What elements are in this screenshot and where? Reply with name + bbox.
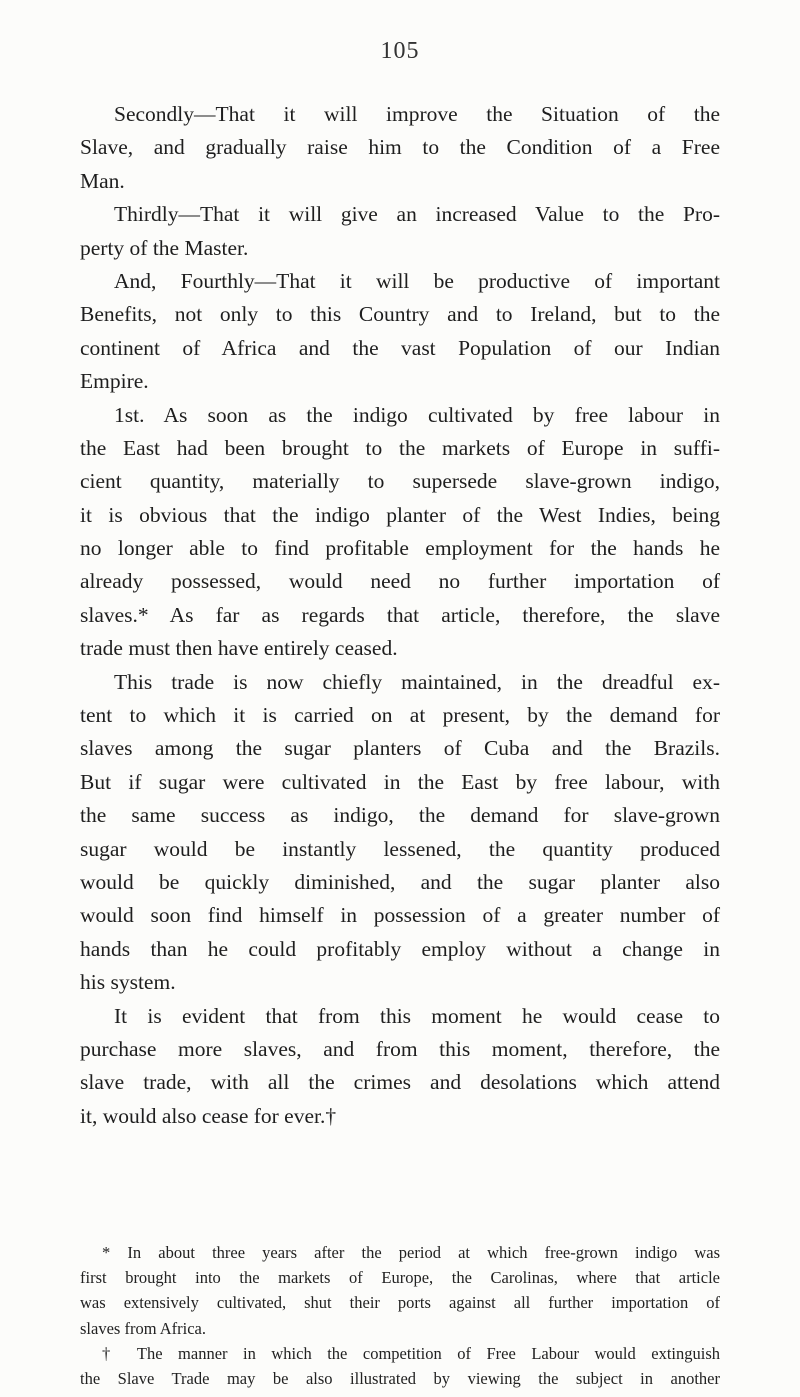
text-line: slaves among the sugar planters of Cuba and the Brazils. — [80, 736, 720, 761]
text-line: already possessed, would need no further importation of — [80, 569, 720, 594]
footnote-line: the Slave Trade may be also illustrated by viewing the subject in another — [80, 1368, 720, 1388]
page-number: 105 — [380, 38, 420, 64]
text-line: Slave, and gradually raise him to the Condition of a Free — [80, 135, 720, 160]
text-line: And, Fourthly—That it will be productive of important — [114, 268, 720, 293]
text-line: Man. — [80, 168, 125, 193]
text-line: slave trade, with all the crimes and desolations which attend — [80, 1070, 720, 1095]
text-line: hands than he could profitably employ without a change in — [80, 936, 720, 961]
text-line: it is obvious that the indigo planter of the West Indies, being — [80, 502, 720, 527]
text-line: This trade is now chiefly maintained, in the dreadful ex- — [114, 669, 720, 694]
text-line: cient quantity, materially to supersede slave-grown indigo, — [80, 469, 720, 494]
text-line: would be quickly diminished, and the sugar planter also — [80, 869, 720, 894]
body-text — [80, 98, 720, 1133]
footnote-line: * In about three years after the period at which free-grown indigo was — [102, 1243, 720, 1262]
text-line: perty of the Master. — [80, 235, 249, 260]
text-line: purchase more slaves, and from this moment, therefore, the — [80, 1036, 720, 1061]
text-line: no longer able to find profitable employment for the hands he — [80, 536, 720, 561]
text-line: his system. — [80, 970, 176, 995]
text-line: Thirdly—That it will give an increased Value to the Pro- — [114, 202, 720, 227]
text-line: Secondly—That it will improve the Situation of the — [114, 102, 720, 126]
text-line: 1st. As soon as the indigo cultivated by free labour in — [114, 402, 720, 427]
text-line: it, would also cease for ever.† — [80, 1103, 337, 1128]
footnote-line: slaves from Africa. — [80, 1318, 206, 1338]
text-line: tent to which it is carried on at present, by the demand for — [80, 703, 720, 728]
text-line: trade must then have entirely ceased. — [80, 636, 398, 661]
text-line: Empire. — [80, 369, 149, 394]
text-line: would soon find himself in possession of a greater number of — [80, 903, 720, 928]
text-line: the East had been brought to the markets of Europe in suffi- — [80, 435, 720, 460]
text-line: It is evident that from this moment he would cease to — [114, 1003, 720, 1028]
footnote-line: † The manner in which the competition of Free Labour would extinguish — [102, 1343, 720, 1363]
text-line: Benefits, not only to this Country and to Ireland, but to the — [80, 302, 720, 327]
text-line: sugar would be instantly lessened, the quantity produced — [80, 836, 720, 861]
text-line: slaves.* As far as regards that article, therefore, the slave — [80, 602, 720, 627]
text-line: the same success as indigo, the demand for slave-grown — [80, 803, 720, 828]
text-line: continent of Africa and the vast Population of our Indian — [80, 335, 720, 360]
text-line: But if sugar were cultivated in the East by free labour, with — [80, 769, 720, 794]
footnotes — [80, 1240, 720, 1391]
footnote-line: was extensively cultivated, shut their ports against all further importation of — [80, 1293, 720, 1313]
footnote-line: first brought into the markets of Europe, the Carolinas, where that article — [80, 1268, 720, 1288]
